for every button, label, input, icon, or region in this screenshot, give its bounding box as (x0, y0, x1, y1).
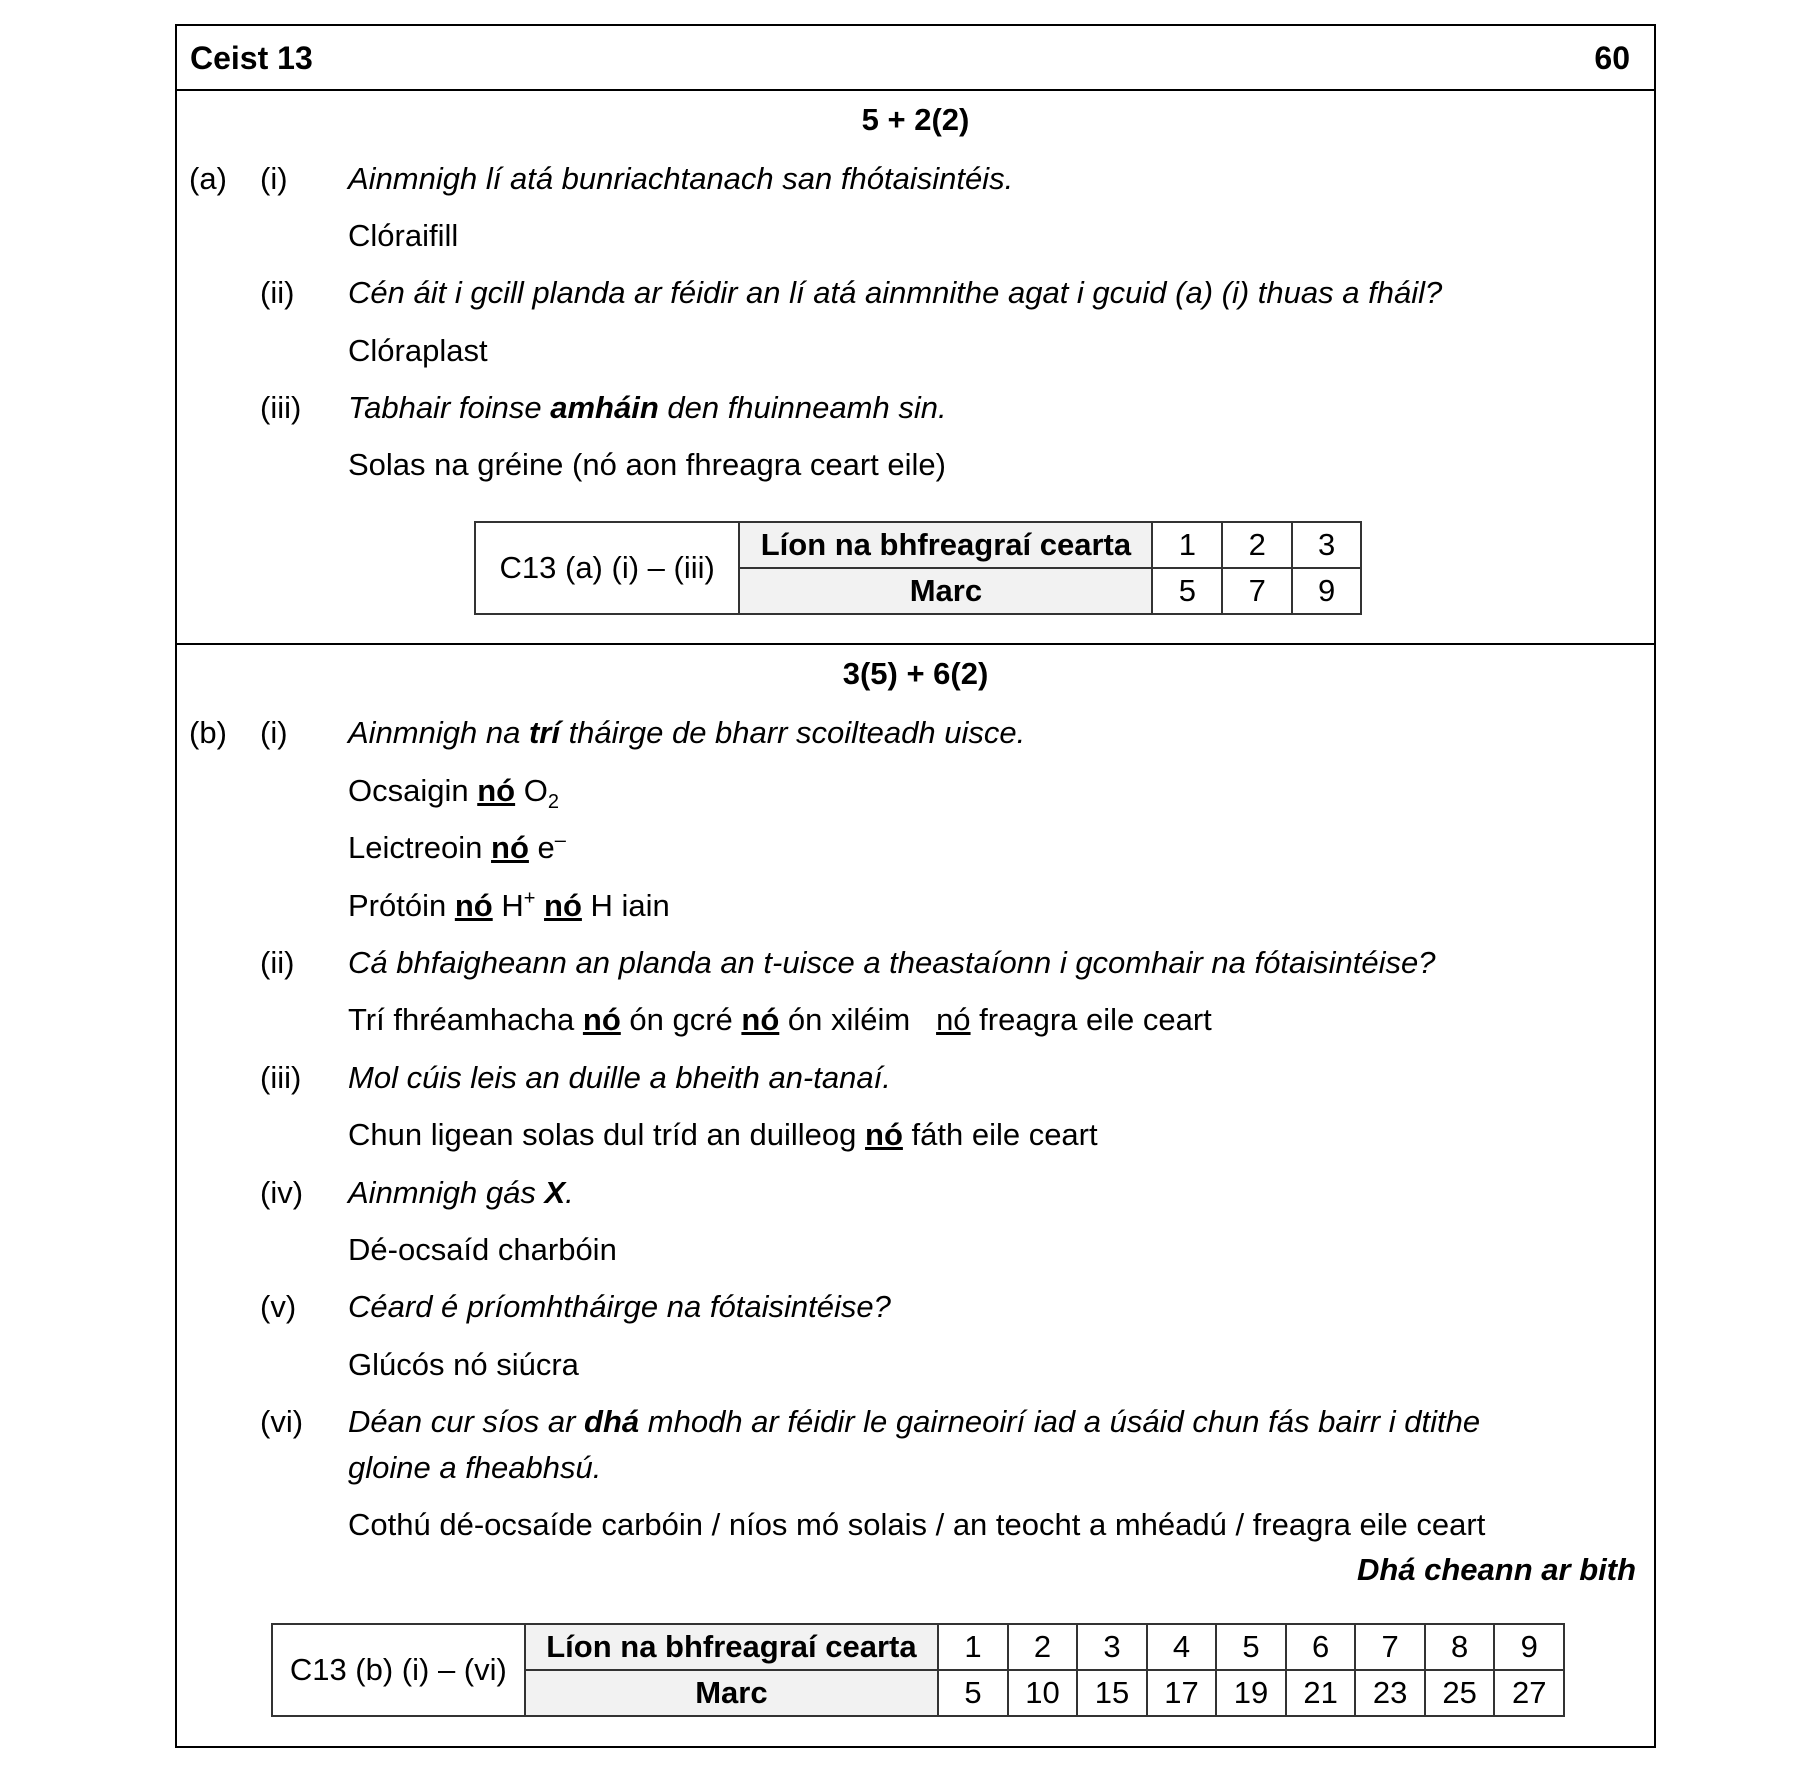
a-ii-num: (ii) (260, 275, 295, 310)
table-a-mark: 9 (1292, 568, 1361, 614)
table-a-count: 3 (1292, 522, 1361, 568)
table-a-count: 2 (1222, 522, 1292, 568)
table-a-mark: 5 (1152, 568, 1222, 614)
table-b-mark: 5 (938, 1670, 1008, 1716)
table-b-count: 1 (938, 1624, 1008, 1670)
b-i-answer-3: Prótóin nó H+ nó H iain (348, 887, 670, 923)
b-v-num: (v) (260, 1289, 297, 1324)
table-b-count: 4 (1147, 1624, 1217, 1670)
table-b-mark: 17 (1147, 1670, 1217, 1716)
question-title: Ceist 13 (190, 40, 313, 76)
marks-table-b (271, 1623, 1565, 1717)
b-ii-answer: Trí fhréamhacha nó ón gcré nó ón xiléim nó freagra eile ceart (348, 1002, 1212, 1037)
table-b-mark: 19 (1216, 1670, 1286, 1716)
table-b-count: 9 (1494, 1624, 1564, 1670)
table-b-row1-head: Líon na bhfreagraí cearta (525, 1624, 939, 1670)
b-vi-answer: Cothú dé-ocsaíde carbóin / níos mó solais / an teocht a mhéadú / freagra eile ceart (348, 1507, 1486, 1542)
b-iii-question: Mol cúis leis an duille a bheith an-tanaí. (348, 1060, 891, 1095)
a-ii-question: Cén áit i gcill planda ar féidir an lí atá ainmnithe agat i gcuid (a) (i) thuas a fháil? (348, 275, 1443, 310)
table-b-label: C13 (b) (i) – (vi) (272, 1624, 525, 1716)
b-iv-answer: Dé-ocsaíd charbóin (348, 1232, 617, 1267)
part-b-scheme: 3(5) + 6(2) (842, 656, 989, 691)
table-b-mark: 21 (1286, 1670, 1356, 1716)
table-b-count: 7 (1355, 1624, 1425, 1670)
b-i-question: Ainmnigh na trí tháirge de bharr scoilteadh uisce. (348, 715, 1026, 750)
table-a-row1-head: Líon na bhfreagraí cearta (739, 522, 1152, 568)
question-header (177, 26, 1654, 91)
a-i-num: (i) (260, 161, 288, 196)
table-b-mark: 27 (1494, 1670, 1564, 1716)
table-b-row2-head: Marc (525, 1670, 939, 1716)
a-iii-num: (iii) (260, 390, 302, 425)
table-b-mark: 25 (1425, 1670, 1495, 1716)
b-vi-question-line2: gloine a fheabhsú. (348, 1450, 602, 1485)
table-b-count: 6 (1286, 1624, 1356, 1670)
b-ii-question: Cá bhfaigheann an planda an t-uisce a theastaíonn i gcomhair na fótaisintéise? (348, 945, 1436, 980)
table-b-count: 8 (1425, 1624, 1495, 1670)
b-i-answer-2: Leictreoin nó e– (348, 829, 566, 865)
b-iv-num: (iv) (260, 1175, 304, 1210)
b-v-question: Céard é príomhtháirge na fótaisintéise? (348, 1289, 891, 1324)
b-i-num: (i) (260, 715, 288, 750)
section-divider (177, 643, 1654, 645)
table-b-mark: 10 (1008, 1670, 1078, 1716)
question-total-marks: 60 (1594, 40, 1630, 76)
b-iii-num: (iii) (260, 1060, 302, 1095)
a-ii-answer: Clóraplast (348, 333, 488, 368)
table-b-mark: 23 (1355, 1670, 1425, 1716)
marks-table-a (474, 521, 1362, 615)
table-a-mark: 7 (1222, 568, 1292, 614)
b-i-answer-1: Ocsaigin nó $O_2$ (348, 773, 559, 814)
table-b-count: 2 (1008, 1624, 1078, 1670)
table-a-label: C13 (a) (i) – (iii) (475, 522, 739, 614)
b-ii-num: (ii) (260, 945, 295, 980)
a-i-answer: Clóraifill (348, 218, 459, 253)
a-i-question: Ainmnigh lí atá bunriachtanach san fhótaisintéis. (348, 161, 1014, 196)
part-a-label: (a) (189, 161, 227, 196)
part-b-label: (b) (189, 715, 227, 750)
question-box (175, 24, 1656, 1748)
table-a-row2-head: Marc (739, 568, 1152, 614)
table-a-count: 1 (1152, 522, 1222, 568)
b-vi-question-line1: Déan cur síos ar dhá mhodh ar féidir le gairneoirí iad a úsáid chun fás bairr i dtithe (348, 1404, 1481, 1439)
table-b-mark: 15 (1077, 1670, 1147, 1716)
b-vi-note: Dhá cheann ar bith (1356, 1552, 1636, 1587)
b-v-answer: Glúcós nó siúcra (348, 1347, 579, 1382)
b-iv-question: Ainmnigh gás X. (348, 1175, 574, 1210)
a-iii-question: Tabhair foinse amháin den fhuinneamh sin. (348, 390, 947, 425)
b-iii-answer: Chun ligean solas dul tríd an duilleog nó fáth eile ceart (348, 1117, 1098, 1152)
b-vi-num: (vi) (260, 1404, 304, 1439)
table-b-count: 3 (1077, 1624, 1147, 1670)
part-a-scheme: 5 + 2(2) (861, 102, 970, 137)
table-b-count: 5 (1216, 1624, 1286, 1670)
a-iii-answer: Solas na gréine (nó aon fhreagra ceart eile) (348, 447, 946, 482)
